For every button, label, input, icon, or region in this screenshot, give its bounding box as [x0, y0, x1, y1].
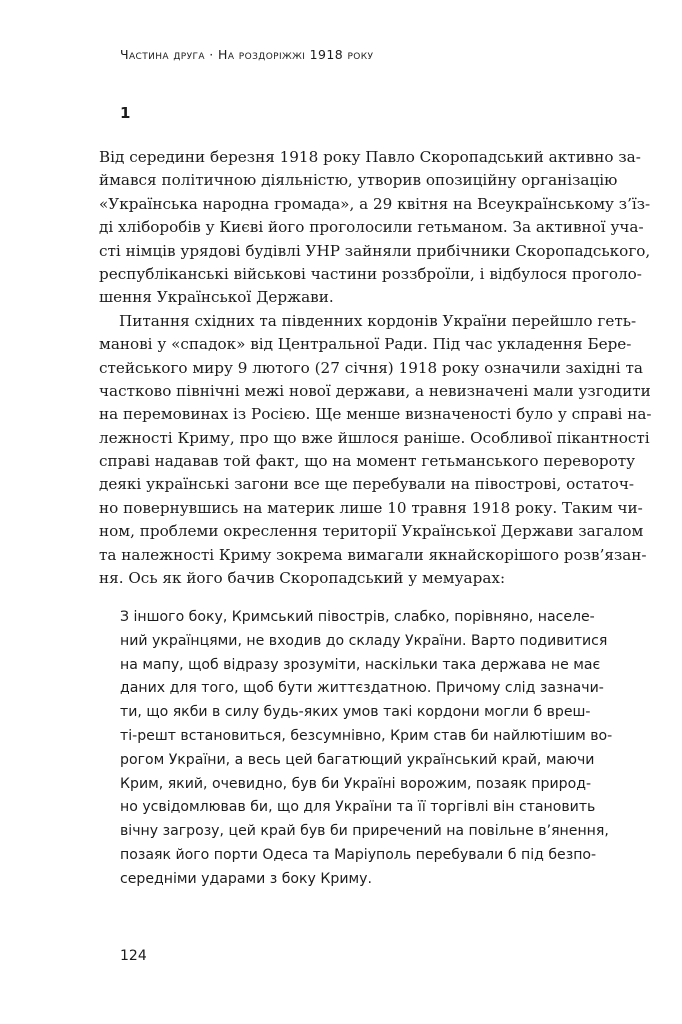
- text-line: ді хліборобів у Києві його проголосили гетьманом. За активної уча-: [99, 218, 644, 237]
- running-head: Частина друга · На роздоріжжі 1918 року: [120, 47, 374, 62]
- quote-line: позаяк його порти Одеса та Маріуполь перебували б під безпо-: [120, 846, 597, 863]
- text-line: частково північні межі нової держави, а невизначені мали узгодити: [99, 381, 651, 400]
- text-line: но повернувшись на материк лише 10 травня 1918 року. Таким чи-: [99, 498, 643, 517]
- section-number: 1: [120, 104, 131, 122]
- quote-line: З іншого боку, Кримський півострів, слабко, порівняно, населе-: [120, 609, 595, 625]
- text-line: ймався політичною діяльністю, утворив опозиційну організацію: [99, 171, 618, 190]
- text-line: «Українська народна громада», а 29 квітня на Всеукраїнському з’їз-: [99, 194, 651, 213]
- quote-line: ний українцями, не входив до складу України. Варто подивитися: [120, 632, 608, 649]
- text-line: сті німців урядові будівлі УНР зайняли прибічники Скоропадського,: [99, 241, 651, 260]
- quote-line: даних для того, щоб бути життєздатною. Причому слід зазначи-: [120, 680, 604, 697]
- text-line: шення Української Держави.: [99, 288, 334, 307]
- quote-line: на мапу, щоб відразу зрозуміти, наскільки така держава не має: [120, 656, 601, 673]
- text-line: манові у «спадок» від Центральної Ради. Під час укладення Бере-: [99, 335, 632, 354]
- block-quote: [120, 606, 613, 892]
- quote-line: ти, що якби в силу будь-яких умов такі кордони могли б вреш-: [120, 704, 591, 721]
- text-line: республіканські військові частини роззброїли, і відбулося проголо-: [99, 264, 642, 283]
- text-line: справі надавав той факт, що на момент гетьманського перевороту: [99, 452, 636, 471]
- text-line: Від середини березня 1918 року Павло Скоропадський активно за-: [99, 148, 641, 166]
- quote-line: но усвідомлював би, що для України та її торгівлі він становить: [120, 799, 596, 816]
- text-line: на перемовинах із Росією. Ще менше визначеності було у справі на-: [99, 405, 652, 424]
- page-number: 124: [120, 948, 147, 964]
- quote-line: Крим, який, очевидно, був би Україні ворожим, позаяк природ-: [120, 775, 592, 792]
- text-line: Питання східних та південних кордонів України перейшло геть-: [119, 311, 637, 330]
- quote-line: середніми ударами з боку Криму.: [120, 870, 372, 887]
- quote-line: рогом України, а весь цей багатющий український край, маючи: [120, 751, 595, 768]
- quote-line: ті-решт встановиться, безсумнівно, Крим став би найлютішим во-: [120, 727, 613, 744]
- text-line: стейського миру 9 лютого (27 січня) 1918 року означили західні та: [99, 358, 643, 377]
- text-line: ном, проблеми окреслення території Української Держави загалом: [99, 522, 644, 541]
- text-line: лежності Криму, про що вже йшлося раніше. Особливої пікантності: [99, 428, 650, 447]
- text-line: ня. Ось як його бачив Скоропадський у мемуарах:: [99, 569, 506, 588]
- body-text: [99, 146, 652, 590]
- text-line: деякі українські загони все ще перебували на півострові, остаточ-: [99, 475, 634, 494]
- text-line: та належності Криму зокрема вимагали якнайскорішого розв’язан-: [99, 545, 647, 564]
- quote-line: вічну загрозу, цей край був би приречений на повільне в’янення,: [120, 823, 609, 840]
